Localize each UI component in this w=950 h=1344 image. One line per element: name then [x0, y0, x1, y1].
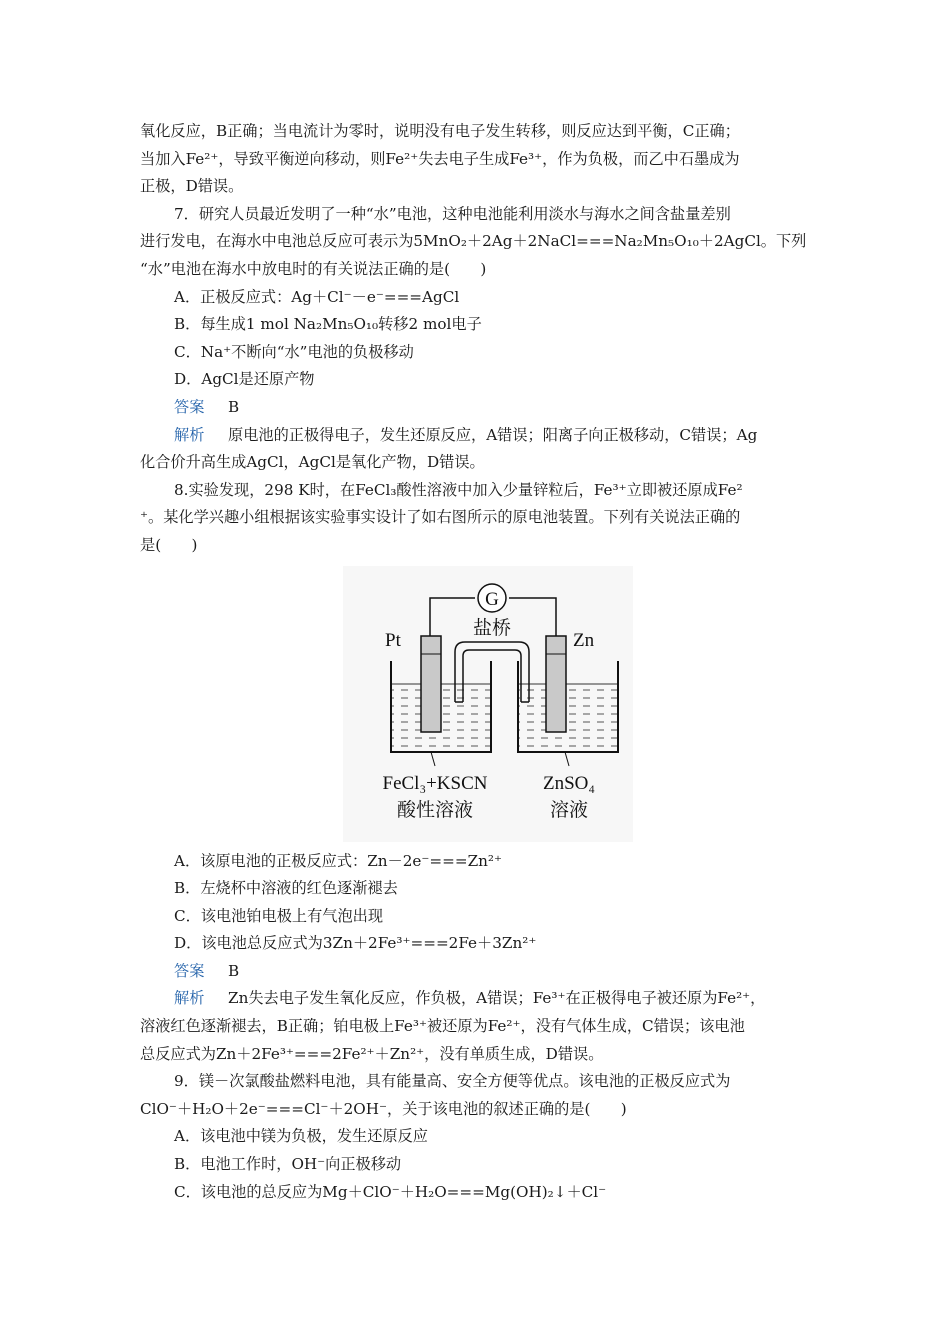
option-c: C．Na⁺不断向“水”电池的负极移动	[174, 342, 414, 361]
answer-label: 答案	[174, 397, 205, 416]
answer-label: 答案	[174, 961, 205, 980]
option-c: C．该电池铂电极上有气泡出现	[174, 906, 384, 925]
text-line: 氧化反应，B正确；当电流计为零时，说明没有电子发生转移，则反应达到平衡，C正确；	[140, 122, 740, 140]
question-stem: 9．镁－次氯酸盐燃料电池，具有能量高、安全方便等优点。该电池的正极反应式为	[174, 1072, 731, 1091]
answer-line	[140, 394, 812, 422]
option-a: A．正极反应式：Ag＋Cl⁻－e⁻===AgCl	[174, 287, 460, 306]
left-solution-label-1: FeCl₃+KSCN	[382, 772, 488, 794]
galvanometer-label: G	[485, 588, 499, 610]
question-stem: ClO⁻＋H₂O＋2e⁻===Cl⁻＋2OH⁻，关于该电池的叙述正确的是( )	[140, 1099, 627, 1118]
question-stem: “水”电池在海水中放电时的有关说法正确的是( )	[140, 259, 487, 278]
option-b: B．每生成1 mol Na₂Mn₅O₁₀转移2 mol电子	[174, 315, 482, 334]
question-stem: ⁺。某化学兴趣小组根据该实验事实设计了如右图所示的原电池装置。下列有关说法正确的	[140, 508, 741, 527]
answer-value: B	[228, 397, 240, 416]
option-a: A．该原电池的正极反应式：Zn－2e⁻===Zn²⁺	[174, 851, 503, 870]
document-page	[140, 118, 812, 1206]
analysis-text: Zn失去电子发生氧化反应，作负极，A错误；Fe³⁺在正极得电子被还原为Fe²⁺，	[228, 989, 766, 1008]
question-stem: 进行发电，在海水中电池总反应可表示为5MnO₂＋2Ag＋2NaCl===Na₂Mn₅O₁₀＋2AgCl。下列	[140, 232, 807, 251]
analysis-text: 原电池的正极得电子，发生还原反应，A错误；阳离子向正极移动，C错误；Ag	[228, 425, 758, 444]
question-stem: 8.实验发现，298 K时，在FeCl₃酸性溶液中加入少量锌粒后，Fe³⁺立即被还原成Fe²	[174, 480, 743, 499]
option-a: A．该电池中镁为负极，发生还原反应	[174, 1127, 428, 1146]
galvanic-cell-diagram	[343, 566, 633, 842]
zn-electrode-label: Zn	[573, 629, 595, 651]
right-solution	[518, 684, 618, 750]
option-d: D．AgCl是还原产物	[174, 370, 315, 389]
salt-bridge-label: 盐桥	[472, 617, 512, 639]
answer-line	[140, 958, 812, 986]
pt-electrode	[421, 636, 441, 732]
analysis-text: 总反应式为Zn＋2Fe³⁺===2Fe²⁺＋Zn²⁺，没有单质生成，D错误。	[140, 1044, 604, 1063]
option-d: D．该电池总反应式为3Zn＋2Fe³⁺===2Fe＋3Zn²⁺	[174, 934, 537, 953]
right-solution-label-1: ZnSO₄	[542, 772, 596, 794]
analysis-label: 解析	[174, 989, 205, 1008]
option-c: C．该电池的总反应为Mg＋ClO⁻＋H₂O===Mg(OH)₂↓＋Cl⁻	[174, 1182, 607, 1201]
text-line: 当加入Fe²⁺，导致平衡逆向移动，则Fe²⁺失去电子生成Fe³⁺，作为负极，而乙中石墨成为	[140, 149, 740, 168]
pt-electrode-label: Pt	[385, 629, 401, 651]
right-solution-label-2: 溶液	[549, 799, 589, 821]
analysis-text: 化合价升高生成AgCl，AgCl是氧化产物，D错误。	[140, 453, 485, 472]
analysis-text: 溶液红色逐渐褪去，B正确；铂电极上Fe³⁺被还原为Fe²⁺，没有气体生成，C错误；该电池	[140, 1017, 745, 1036]
option-b: B．电池工作时，OH⁻向正极移动	[174, 1155, 402, 1174]
left-solution-label-2: 酸性溶液	[396, 799, 474, 821]
analysis-label: 解析	[174, 425, 205, 444]
answer-value: B	[228, 961, 240, 980]
question-stem: 7．研究人员最近发明了一种“水”电池，这种电池能利用淡水与海水之间含盐量差别	[174, 204, 731, 223]
analysis-line	[140, 985, 812, 1013]
analysis-line	[140, 422, 812, 450]
text-line: 正极，D错误。	[140, 177, 244, 196]
option-b: B．左烧杯中溶液的红色逐渐褪去	[174, 879, 398, 898]
question-stem: 是( )	[140, 535, 198, 554]
zn-electrode	[546, 636, 566, 732]
